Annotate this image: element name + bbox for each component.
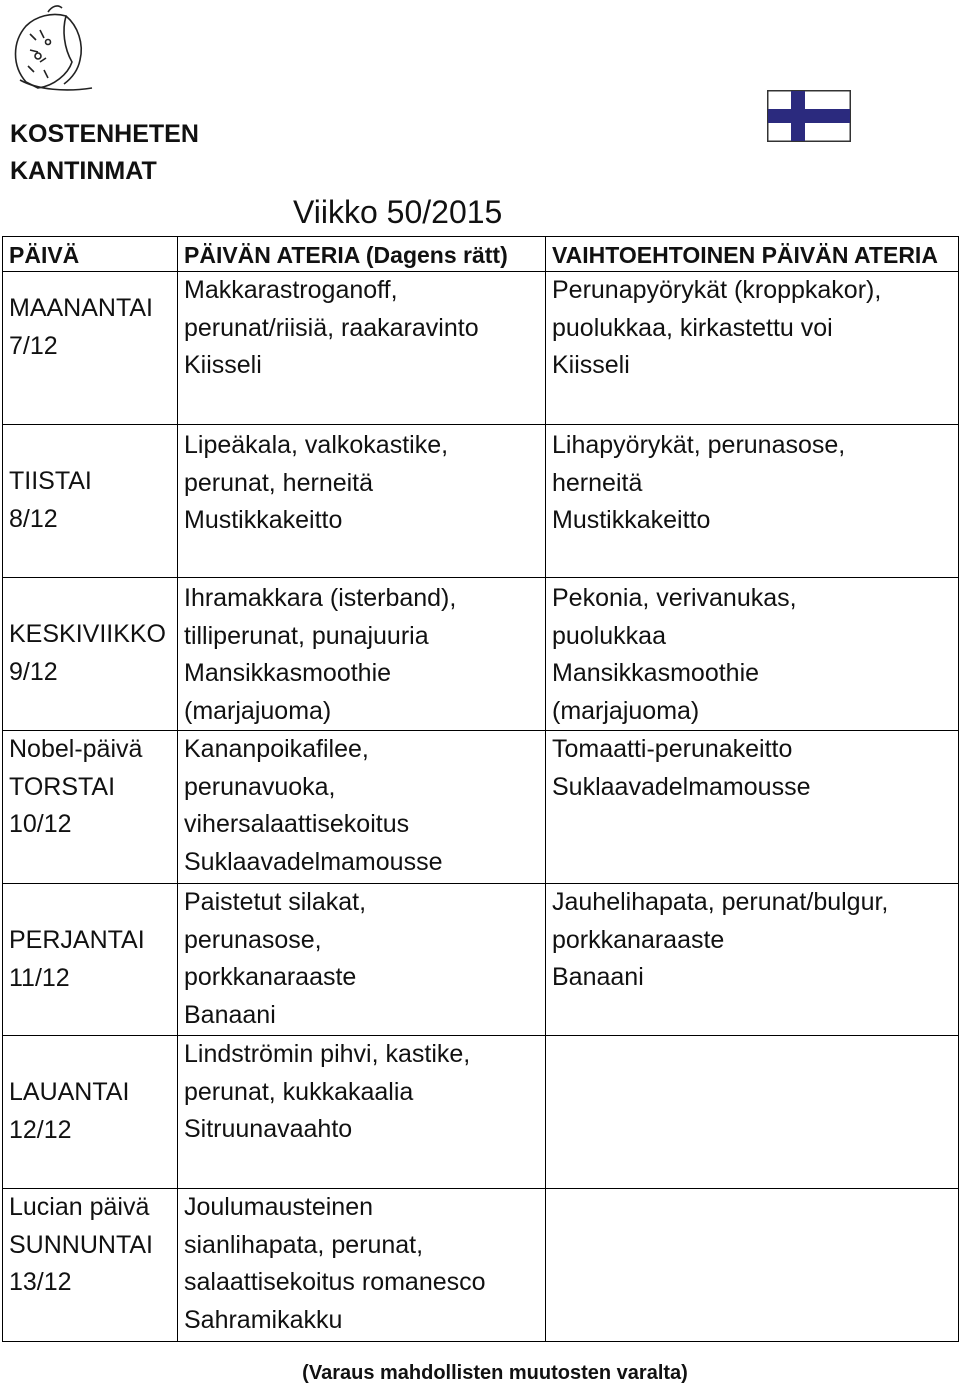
meal-line: salaattisekoitus romanesco <box>184 1268 486 1296</box>
alternative-line: Banaani <box>552 963 644 991</box>
menu-table <box>2 236 959 1342</box>
header-row <box>3 237 959 272</box>
day-line: LAUANTAI <box>9 1078 130 1106</box>
meal-line: Banaani <box>184 1000 276 1029</box>
alternative-line: puolukkaa, kirkastettu voi <box>552 313 833 342</box>
day-line: 9/12 <box>9 657 58 686</box>
alternative-line: Tomaatti-perunakeitto <box>552 735 793 763</box>
meal-cell <box>178 578 546 731</box>
organization-line-1: KOSTENHETEN <box>10 120 199 148</box>
meal-line: sianlihapata, perunat, <box>184 1230 424 1259</box>
meal-line: (marjajuoma) <box>184 696 332 725</box>
day-cell <box>3 884 178 1036</box>
day-cell <box>3 1036 178 1189</box>
alternative-line: herneitä <box>552 468 643 497</box>
meal-line: Kiisseli <box>184 351 262 379</box>
meal-line: Sahramikakku <box>184 1305 343 1334</box>
meal-line: perunasose, <box>184 925 322 954</box>
meal-line: Kananpoikafilee, <box>184 735 369 763</box>
table-row <box>3 1189 959 1342</box>
meal-line: Mustikkakeitto <box>184 506 343 534</box>
meal-cell <box>178 425 546 578</box>
alternative-cell <box>546 1189 959 1342</box>
finnish-flag <box>767 90 851 142</box>
alternative-line: porkkanaraaste <box>552 925 725 954</box>
header-alternative: VAIHTOEHTOINEN PÄIVÄN ATERIA <box>546 237 959 272</box>
meal-line: tilliperunat, punajuuria <box>184 621 429 650</box>
day-cell <box>3 1189 178 1342</box>
alternative-line: Jauhelihapata, perunat/bulgur, <box>552 888 889 916</box>
table-row <box>3 731 959 884</box>
week-title: Viikko 50/2015 <box>293 194 503 230</box>
meal-line: Paistetut silakat, <box>184 888 367 916</box>
alternative-cell <box>546 731 959 884</box>
meal-cell <box>178 272 546 425</box>
day-line: TIISTAI <box>9 467 92 495</box>
day-line: Lucian päivä <box>9 1193 150 1221</box>
flag-cross-horizontal <box>768 109 850 123</box>
organization-name <box>10 116 199 190</box>
meal-line: Makkarastroganoff, <box>184 276 398 304</box>
day-line: Nobel-päivä <box>9 735 143 763</box>
alternative-cell <box>546 884 959 1036</box>
alternative-cell <box>546 425 959 578</box>
meal-line: vihersalaattisekoitus <box>184 810 410 838</box>
day-line: PERJANTAI <box>9 926 145 954</box>
alternative-line: (marjajuoma) <box>552 696 700 725</box>
alternative-line: Lihapyörykät, perunasose, <box>552 431 846 459</box>
day-line: SUNNUNTAI <box>9 1230 153 1259</box>
header-meal: PÄIVÄN ATERIA (Dagens rätt) <box>178 237 546 272</box>
alternative-line: Kiisseli <box>552 351 630 379</box>
day-line: 8/12 <box>9 504 58 533</box>
meal-line: Lindströmin pihvi, kastike, <box>184 1040 471 1068</box>
meal-line: Mansikkasmoothie <box>184 659 392 687</box>
day-line: 11/12 <box>9 963 70 992</box>
meal-cell <box>178 731 546 884</box>
day-cell <box>3 425 178 578</box>
day-cell <box>3 731 178 884</box>
table-row <box>3 578 959 731</box>
organization-line-2: KANTINMAT <box>10 157 157 185</box>
table-row <box>3 272 959 425</box>
meal-cell <box>178 884 546 1036</box>
day-line: 12/12 <box>9 1115 72 1144</box>
header-day: PÄIVÄ <box>3 237 178 272</box>
day-line: KESKIVIIKKO <box>9 620 167 648</box>
day-line: MAANANTAI <box>9 294 153 322</box>
alternative-line: puolukkaa <box>552 621 666 650</box>
disclaimer-footer: (Varaus mahdollisten muutosten varalta) <box>302 1362 688 1384</box>
meal-line: perunat, herneitä <box>184 468 374 497</box>
alternative-line: Perunapyörykät (kroppkakor), <box>552 276 882 304</box>
meal-line: perunat/riisiä, raakaravinto <box>184 313 479 342</box>
alternative-cell <box>546 272 959 425</box>
alternative-cell <box>546 578 959 731</box>
meal-line: Ihramakkara (isterband), <box>184 584 457 612</box>
alternative-line: Mansikkasmoothie <box>552 659 760 687</box>
meal-line: Suklaavadelmamousse <box>184 847 443 876</box>
meal-line: perunavuoka, <box>184 772 336 801</box>
kostenheten-logo <box>8 4 94 92</box>
meal-line: Joulumausteinen <box>184 1193 374 1221</box>
table-row <box>3 884 959 1036</box>
day-line: 13/12 <box>9 1268 72 1296</box>
alternative-line: Mustikkakeitto <box>552 506 711 534</box>
meal-line: perunat, kukkakaalia <box>184 1077 414 1106</box>
day-line: 10/12 <box>9 810 72 838</box>
day-cell <box>3 272 178 425</box>
table-row <box>3 1036 959 1189</box>
meal-line: Lipeäkala, valkokastike, <box>184 431 449 459</box>
meal-line: porkkanaraaste <box>184 963 357 991</box>
day-cell <box>3 578 178 731</box>
meal-line: Sitruunavaahto <box>184 1115 353 1143</box>
meal-cell <box>178 1036 546 1189</box>
alternative-line: Suklaavadelmamousse <box>552 772 811 801</box>
day-line: 7/12 <box>9 331 58 360</box>
day-line: TORSTAI <box>9 772 116 801</box>
table-row <box>3 425 959 578</box>
alternative-line: Pekonia, verivanukas, <box>552 584 797 612</box>
alternative-cell <box>546 1036 959 1189</box>
meal-cell <box>178 1189 546 1342</box>
